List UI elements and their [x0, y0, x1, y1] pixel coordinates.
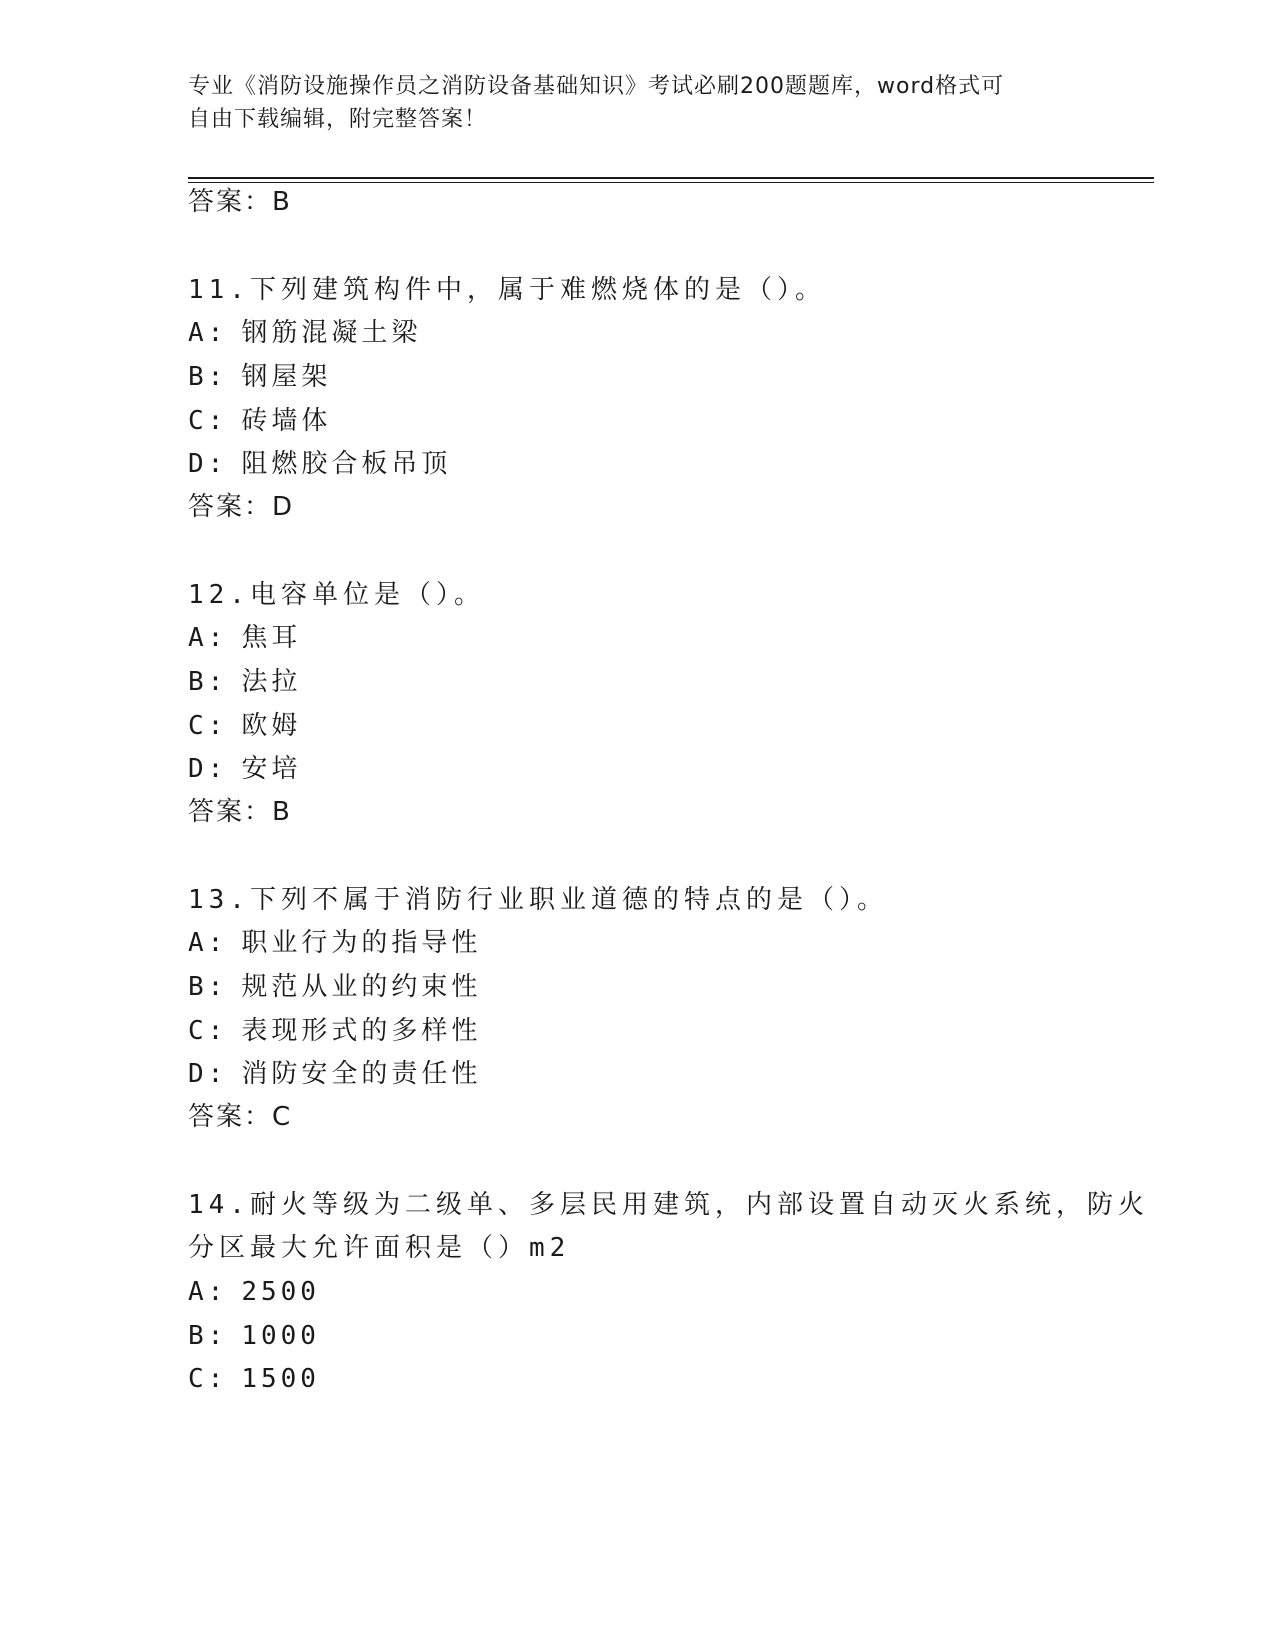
question-11-option-c [188, 404, 331, 438]
question-13-answer: 答案：C [188, 1102, 293, 1132]
header-line-1: 专业《消防设施操作员之消防设备基础知识》考试必刷200题题库，word格式可 [188, 74, 1005, 99]
question-14-option-b [188, 1319, 320, 1353]
option-text: 规范从业的约束性 [241, 972, 482, 1002]
header-divider-thin [188, 182, 1154, 183]
header-line-2: 自由下载编辑，附完整答案！ [188, 107, 488, 132]
question-12-option-b [188, 665, 301, 699]
option-letter: A: [188, 928, 228, 958]
question-12-stem: 12.电容单位是（）。 [188, 580, 485, 610]
question-12-answer: 答案：B [188, 797, 292, 827]
option-letter: A: [188, 623, 228, 653]
option-letter: C: [188, 406, 228, 436]
option-text: 法拉 [241, 667, 302, 697]
option-letter: C: [188, 711, 228, 741]
question-12-option-a [188, 621, 301, 655]
option-letter: D: [188, 754, 228, 784]
option-letter: A: [188, 318, 228, 348]
question-13-option-b [188, 970, 481, 1004]
option-letter: B: [188, 667, 228, 697]
option-text: 消防安全的责任性 [241, 1059, 482, 1089]
option-letter: B: [188, 1321, 228, 1351]
option-letter: D: [188, 449, 228, 479]
question-11-option-d [188, 447, 451, 481]
option-text: 2500 [241, 1277, 320, 1307]
question-14-option-a [188, 1275, 320, 1309]
option-text: 1500 [241, 1364, 320, 1394]
option-text: 安培 [241, 754, 302, 784]
option-text: 钢屋架 [241, 362, 332, 392]
question-13-option-a [188, 926, 481, 960]
question-11-option-a [188, 316, 421, 350]
question-14-stem-line-2: 分区最大允许面积是（）m2 [188, 1233, 571, 1263]
question-13-option-c [188, 1014, 481, 1048]
option-text: 1000 [241, 1321, 320, 1351]
option-letter: B: [188, 362, 228, 392]
question-11-option-b [188, 360, 331, 394]
option-text: 阻燃胶合板吊顶 [241, 449, 452, 479]
question-12-option-c [188, 709, 301, 743]
option-text: 表现形式的多样性 [241, 1016, 482, 1046]
option-text: 欧姆 [241, 711, 302, 741]
option-text: 钢筋混凝土梁 [241, 318, 422, 348]
option-letter: A: [188, 1277, 228, 1307]
option-letter: C: [188, 1016, 228, 1046]
answer-previous: 答案：B [188, 187, 292, 217]
question-11-stem: 11.下列建筑构件中，属于难燃烧体的是（）。 [188, 275, 826, 305]
question-14-stem-line-1: 14.耐火等级为二级单、多层民用建筑，内部设置自动灭火系统，防火 [188, 1190, 1149, 1220]
document-header [188, 70, 1068, 136]
question-14-option-c [188, 1362, 320, 1396]
option-letter: C: [188, 1364, 228, 1394]
option-letter: B: [188, 972, 228, 1002]
question-13-option-d [188, 1057, 481, 1091]
header-divider-thick [188, 177, 1154, 179]
option-text: 砖墙体 [241, 406, 332, 436]
question-13-stem: 13.下列不属于消防行业职业道德的特点的是（）。 [188, 885, 888, 915]
question-12-option-d [188, 752, 301, 786]
option-text: 职业行为的指导性 [241, 928, 482, 958]
question-11-answer: 答案：D [188, 492, 295, 522]
option-text: 焦耳 [241, 623, 302, 653]
option-letter: D: [188, 1059, 228, 1089]
